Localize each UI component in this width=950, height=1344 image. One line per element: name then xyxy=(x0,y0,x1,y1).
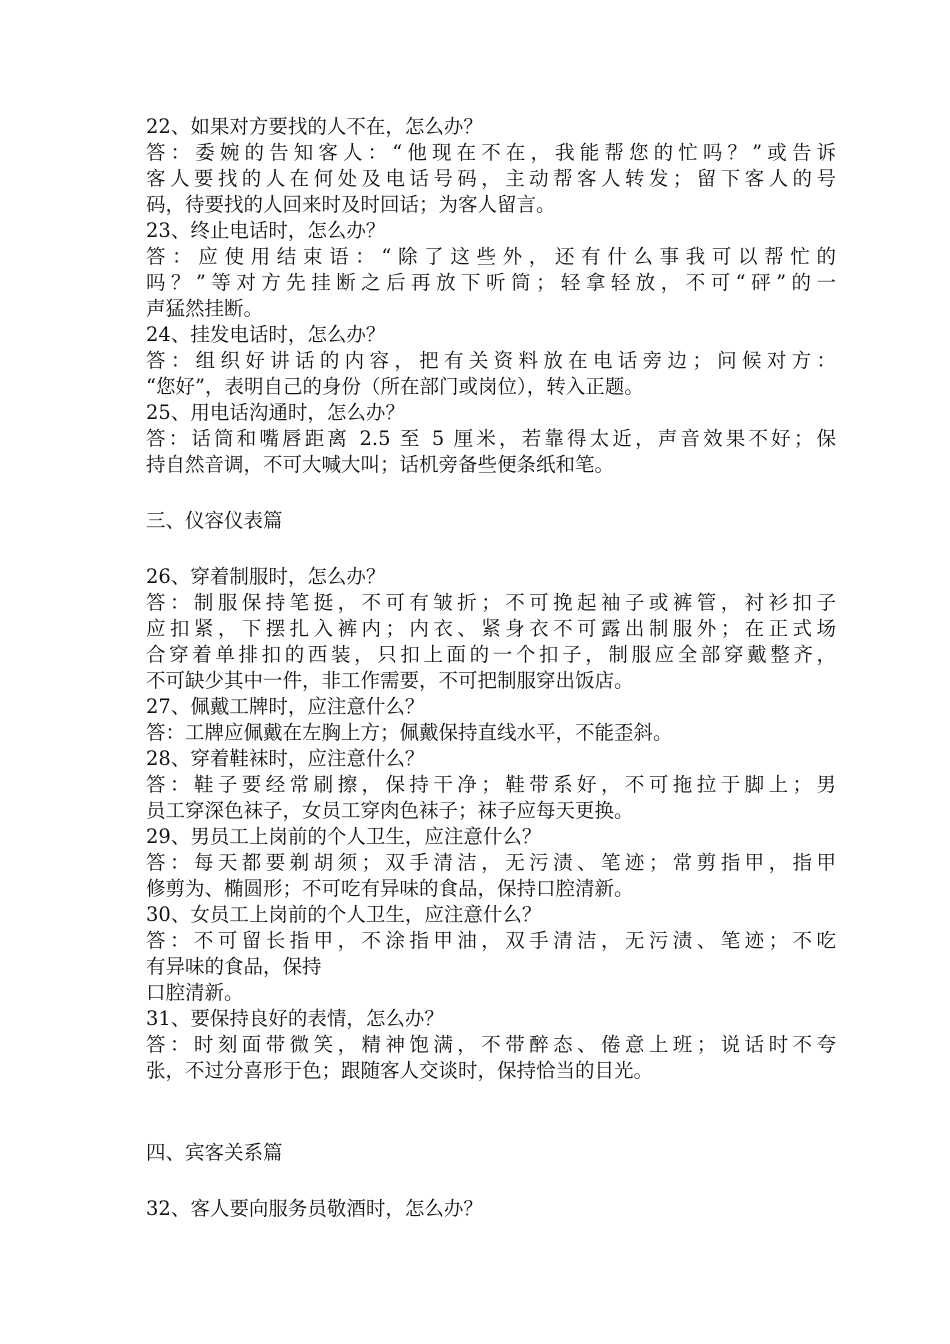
answer-23-line-2: 吗？”等对方先挂断之后再放下听筒；轻拿轻放，不可“砰”的一 xyxy=(146,271,836,294)
answer-30-line-2: 有异味的食品，保持 xyxy=(146,955,322,978)
answer-28-line-2: 员工穿深色袜子，女员工穿肉色袜子；袜子应每天更换。 xyxy=(146,799,634,822)
question-30: 30、女员工上岗前的个人卫生，应注意什么？ xyxy=(146,903,542,926)
answer-22-line-1: 答：委婉的告知客人：“他现在不在，我能帮您的忙吗？”或告诉 xyxy=(146,141,836,164)
answer-26-line-3: 合穿着单排扣的西装，只扣上面的一个扣子，制服应全部穿戴整齐， xyxy=(146,643,836,666)
spacer xyxy=(146,1084,836,1140)
answer-29-line-1: 答：每天都要剃胡须；双手清洁，无污渍、笔迹；常剪指甲，指甲 xyxy=(146,851,836,874)
answer-31-line-2: 张，不过分喜形于色；跟随客人交谈时，保持恰当的目光。 xyxy=(146,1059,654,1082)
answer-30-line-3: 口腔清新。 xyxy=(146,981,244,1004)
answer-29-line-2: 修剪为、椭圆形；不可吃有异味的食品，保持口腔清新。 xyxy=(146,877,634,900)
answer-23-line-1: 答：应使用结束语：“除了这些外，还有什么事我可以帮忙的 xyxy=(146,245,836,268)
question-27: 27、佩戴工牌时，应注意什么？ xyxy=(146,695,425,718)
answer-25-line-2: 持自然音调，不可大喊大叫；话机旁备些便条纸和笔。 xyxy=(146,453,615,476)
question-29: 29、男员工上岗前的个人卫生，应注意什么？ xyxy=(146,825,542,848)
answer-22-line-2: 客人要找的人在何处及电话号码，主动帮客人转发；留下客人的号 xyxy=(146,167,836,190)
answer-22-line-3: 码，待要找的人回来时及时回话；为客人留言。 xyxy=(146,193,556,216)
answer-27-line-1: 答：工牌应佩戴在左胸上方；佩戴保持直线水平，不能歪斜。 xyxy=(146,721,673,744)
answer-26-line-1: 答：制服保持笔挺，不可有皱折；不可挽起袖子或裤管，衬衫扣子 xyxy=(146,591,836,614)
section-heading-3: 三、仪容仪表篇 xyxy=(146,509,283,532)
answer-25-line-1: 答：话筒和嘴唇距离 2.5 至 5 厘米，若靠得太近，声音效果不好；保 xyxy=(146,427,836,450)
answer-26-line-2: 应扣紧，下摆扎入裤内；内衣、紧身衣不可露出制服外；在正式场 xyxy=(146,617,836,640)
document-page xyxy=(146,114,836,1222)
question-25: 25、用电话沟通时，怎么办？ xyxy=(146,401,405,424)
spacer xyxy=(146,534,836,564)
answer-28-line-1: 答：鞋子要经常刷擦，保持干净；鞋带系好，不可拖拉于脚上；男 xyxy=(146,773,836,796)
question-32: 32、客人要向服务员敬酒时，怎么办？ xyxy=(146,1197,483,1220)
question-31: 31、要保持良好的表情，怎么办？ xyxy=(146,1007,444,1030)
answer-24-line-1: 答：组织好讲话的内容，把有关资料放在电话旁边；问候对方： xyxy=(146,349,836,372)
answer-26-line-4: 不可缺少其中一件，非工作需要，不可把制服穿出饭店。 xyxy=(146,669,634,692)
section-heading-4: 四、宾客关系篇 xyxy=(146,1141,283,1164)
question-24: 24、挂发电话时，怎么办？ xyxy=(146,323,386,346)
answer-30-line-1: 答：不可留长指甲，不涂指甲油，双手清洁，无污渍、笔迹；不吃 xyxy=(146,929,836,952)
question-26: 26、穿着制服时，怎么办？ xyxy=(146,565,386,588)
answer-24-line-2: “您好”，表明自己的身份（所在部门或岗位），转入正题。 xyxy=(146,375,644,398)
spacer xyxy=(146,478,836,508)
question-28: 28、穿着鞋袜时，应注意什么？ xyxy=(146,747,425,770)
question-22: 22、如果对方要找的人不在，怎么办？ xyxy=(146,115,483,138)
question-23: 23、终止电话时，怎么办？ xyxy=(146,219,386,242)
answer-31-line-1: 答：时刻面带微笑，精神饱满，不带醉态、倦意上班；说话时不夸 xyxy=(146,1033,836,1056)
answer-23-line-3: 声猛然挂断。 xyxy=(146,297,264,320)
spacer xyxy=(146,1166,836,1196)
